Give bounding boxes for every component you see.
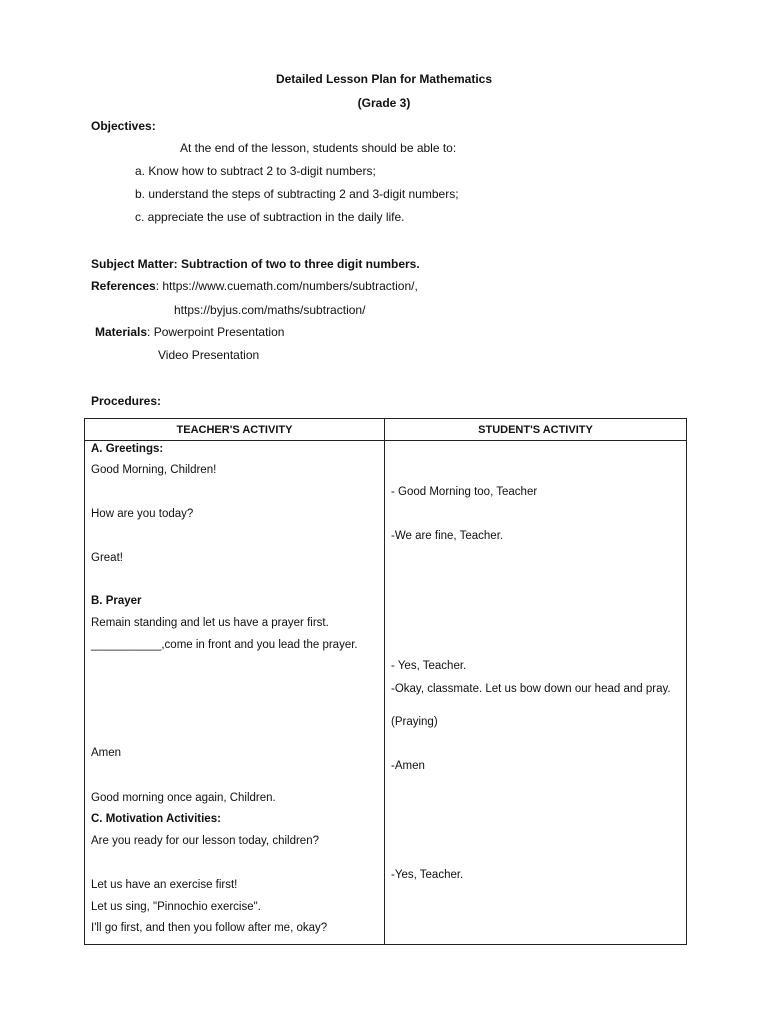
objectives-intro: At the end of the lesson, students should be able to:: [180, 141, 457, 155]
reference-link: : https://www.cuemath.com/numbers/subtraction/,: [155, 279, 418, 293]
student-line: (Praying): [391, 716, 438, 728]
procedures-table: [84, 418, 687, 945]
student-line: -Okay, classmate. Let us bow down our head and pray.: [391, 683, 671, 695]
student-line: -Amen: [391, 760, 425, 772]
teacher-line: Let us sing, "Pinnochio exercise".: [91, 901, 261, 913]
table-header-row: [85, 419, 687, 441]
objective-item: b. understand the steps of subtracting 2 and 3-digit numbers;: [135, 187, 459, 201]
table-row: [85, 441, 687, 945]
teacher-line: Let us have an exercise first!: [91, 879, 238, 891]
teacher-line: ___________,come in front and you lead the prayer.: [91, 639, 358, 651]
student-activity-header: STUDENT'S ACTIVITY: [385, 419, 687, 441]
objective-item: c. appreciate the use of subtraction in the daily life.: [135, 210, 405, 224]
student-activity-cell: [385, 441, 687, 945]
objective-item: a. Know how to subtract 2 to 3-digit numbers;: [135, 164, 376, 178]
section-heading-motivation: C. Motivation Activities:: [91, 813, 221, 825]
teacher-line: Great!: [91, 552, 123, 564]
teacher-line: I'll go first, and then you follow after me, okay?: [91, 922, 328, 934]
subject-matter: Subject Matter: Subtraction of two to three digit numbers.: [91, 257, 420, 271]
objectives-heading: Objectives:: [91, 119, 156, 133]
materials-line: [95, 325, 284, 339]
teacher-line: Good morning once again, Children.: [91, 792, 276, 804]
teacher-line: Are you ready for our lesson today, children?: [91, 835, 319, 847]
references-label: References: [91, 279, 156, 293]
teacher-activity-header: TEACHER'S ACTIVITY: [85, 419, 385, 441]
procedures-heading: Procedures:: [91, 394, 162, 408]
teacher-line: How are you today?: [91, 508, 194, 520]
student-line: -Yes, Teacher.: [391, 869, 464, 881]
section-heading-prayer: B. Prayer: [91, 595, 142, 607]
references-line: [91, 279, 418, 293]
student-line: - Yes, Teacher.: [391, 660, 467, 672]
teacher-activity-cell: [85, 441, 385, 945]
materials-label: Materials: [95, 325, 148, 339]
reference-link: https://byjus.com/maths/subtraction/: [174, 303, 366, 317]
section-heading-greetings: A. Greetings:: [91, 443, 164, 455]
document-title: Detailed Lesson Plan for Mathematics: [275, 72, 493, 86]
teacher-line: Amen: [91, 747, 122, 759]
material-item: : Powerpoint Presentation: [147, 325, 285, 339]
student-line: - Good Morning too, Teacher: [391, 486, 538, 498]
grade-label: (Grade 3): [357, 96, 411, 110]
teacher-line: Good Morning, Children!: [91, 464, 217, 476]
student-line: -We are fine, Teacher.: [391, 530, 504, 542]
teacher-line: Remain standing and let us have a prayer first.: [91, 617, 329, 629]
material-item: Video Presentation: [158, 348, 260, 362]
